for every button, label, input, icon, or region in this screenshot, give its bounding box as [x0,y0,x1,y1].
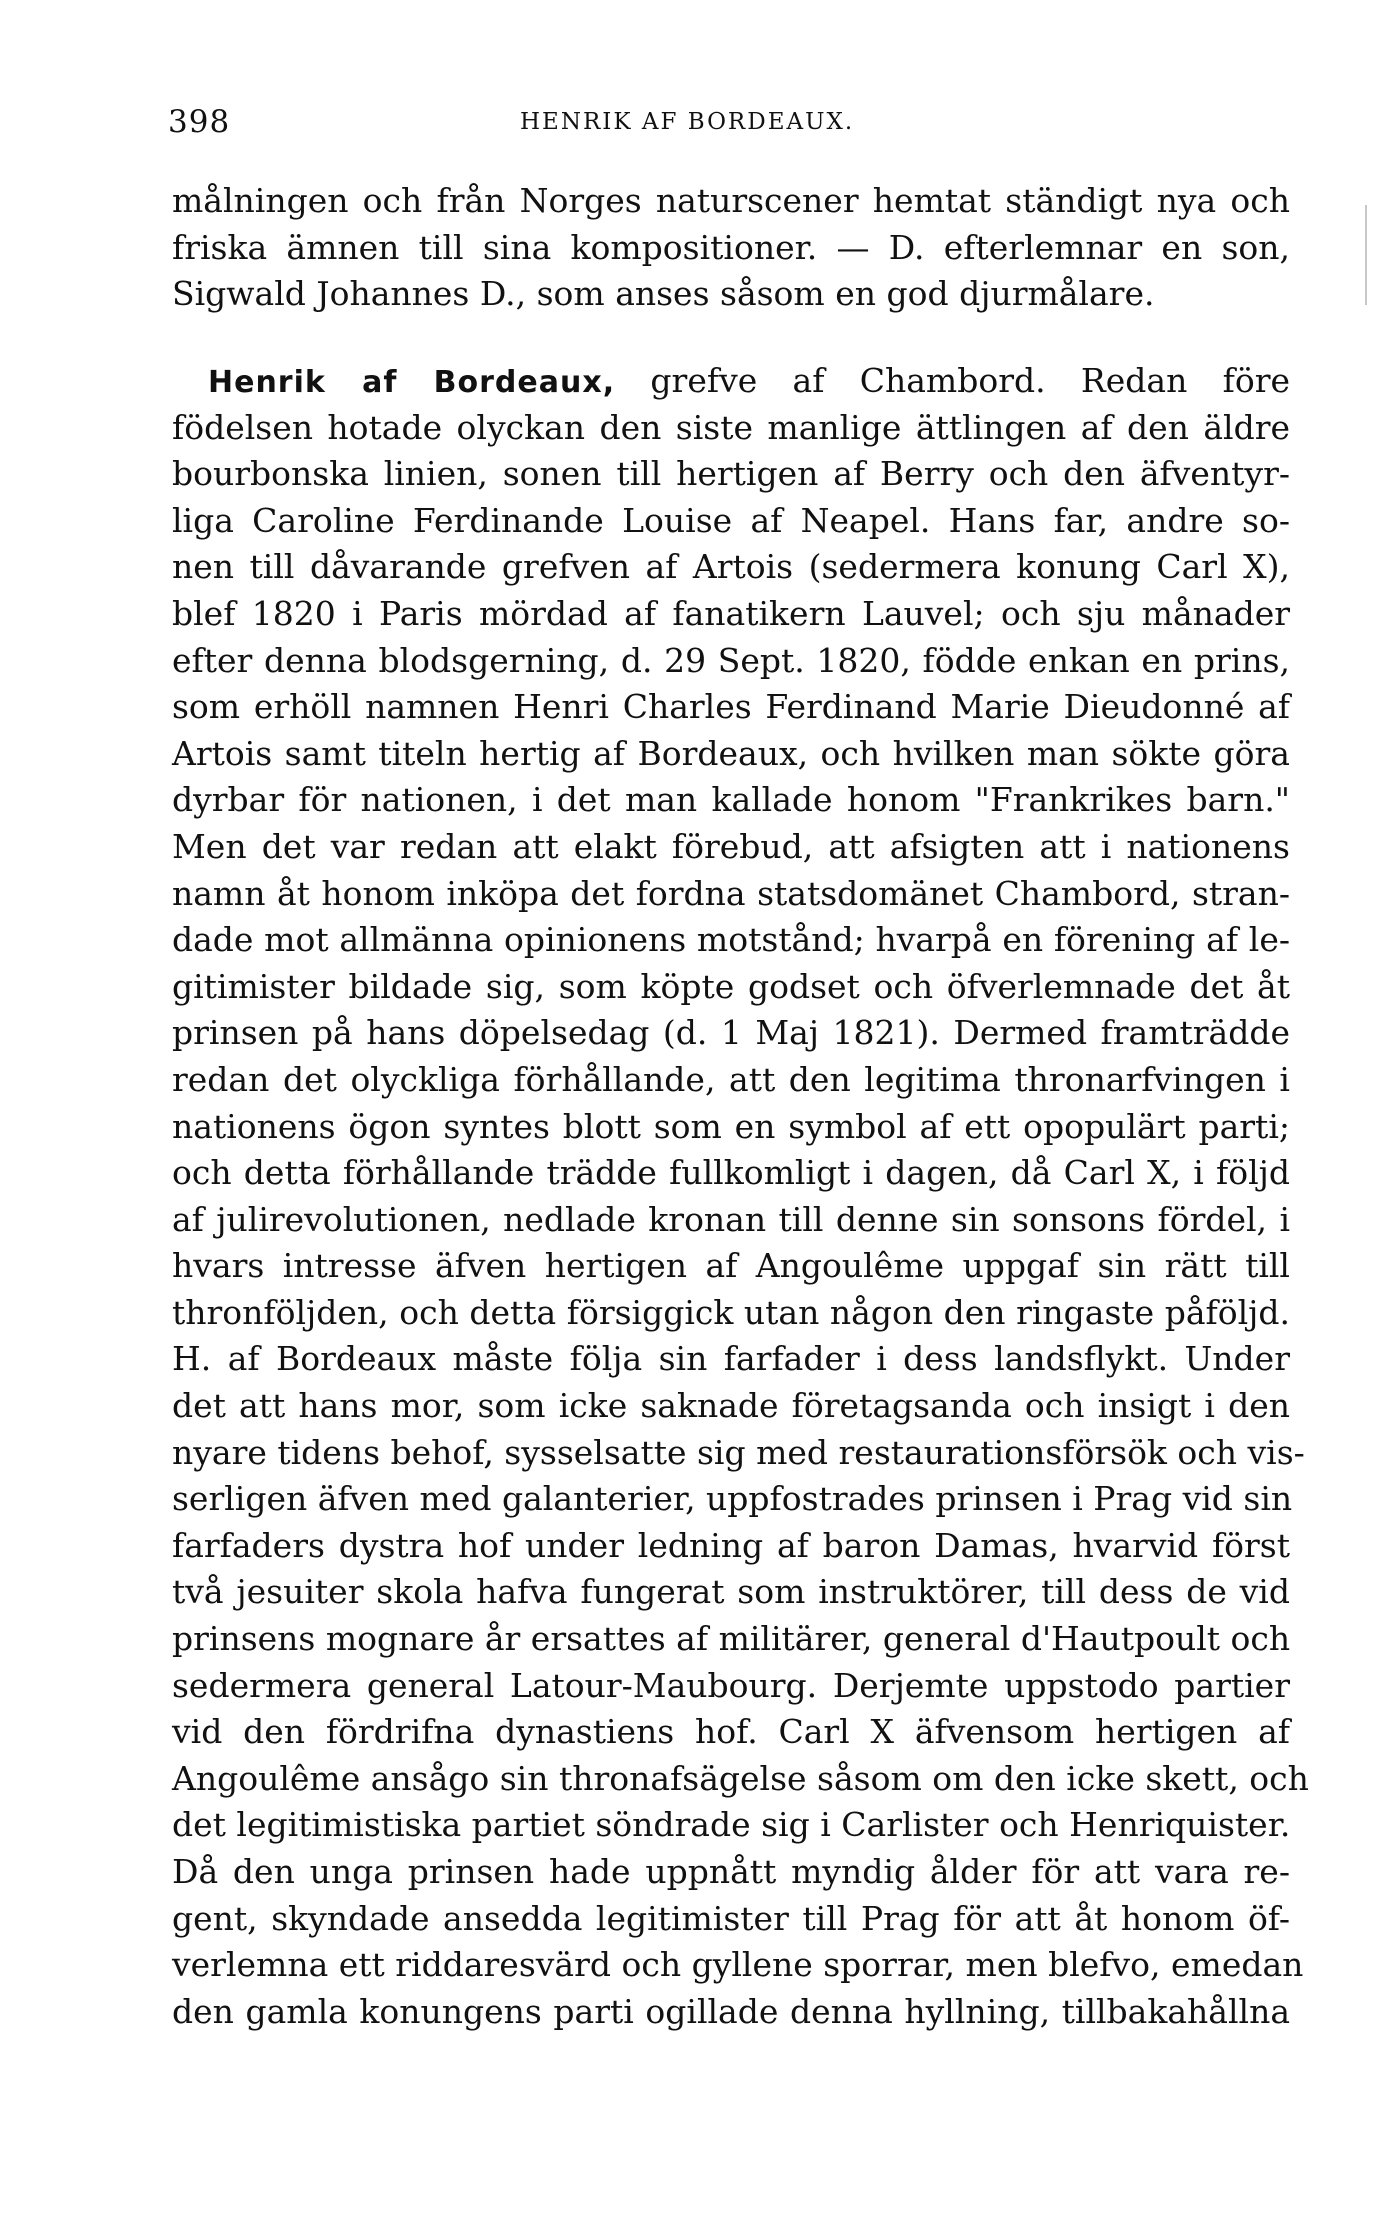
text-line: efter denna blodsgerning, d. 29 Sept. 1820, födde enkan en prins, [172,640,1290,680]
text-line: redan det olyckliga förhållande, att den legitima thronarfvingen i [172,1059,1290,1099]
text-line: två jesuiter skola hafva fungerat som instruktörer, till dess de vid [172,1572,1290,1612]
text-line: dade mot allmänna opinionens motstånd; hvarpå en förening af le- [172,920,1290,960]
text-line: liga Caroline Ferdinande Louise af Neapel. Hans far, andre so- [172,500,1290,540]
text-line: hvars intresse äfven hertigen af Angoulême uppgaf sin rätt till [172,1246,1290,1286]
text-line: det legitimistiska partiet söndrade sig i Carlister och Henriquister. [172,1805,1291,1845]
text-line: verlemna ett riddaresvärd och gyllene sporrar, men blefvo, emedan [172,1945,1304,1985]
text-line: gitimister bildade sig, som köpte godset och öfverlemnade det åt [172,966,1290,1006]
text-line: dyrbar för nationen, i det man kallade honom "Frankrikes barn." [172,780,1290,820]
text-line: bourbonska linien, sonen till hertigen af Berry och den äfventyr- [172,454,1290,494]
text-line: Sigwald Johannes D., som anses såsom en god djurmålare. [172,274,1155,314]
text-line: den gamla konungens parti ogillade denna hyllning, tillbakahållna [172,1991,1290,2031]
margin-mark [1365,205,1367,305]
text-line: friska ämnen till sina kompositioner. — D. efterlemnar en son, [172,227,1290,267]
text-line: blef 1820 i Paris mördad af fanatikern Lauvel; och sju månader [172,593,1290,633]
text-line: H. af Bordeaux måste följa sin farfader i dess landsflykt. Under [172,1339,1290,1379]
text-line: vid den fördrifna dynastiens hof. Carl X äfvensom hertigen af [172,1712,1290,1752]
entry-first-line [172,358,1290,405]
text-line: Angoulême ansågo sin thronafsägelse såsom om den icke skett, och [172,1758,1309,1798]
text-line: Då den unga prinsen hade uppnått myndig ålder för att vara re- [172,1852,1290,1891]
text-line: af julirevolutionen, nedlade kronan till denne sin sonsons fördel, i [172,1199,1290,1239]
text-line: födelsen hotade olyckan den siste manlige ättlingen af den äldre [172,407,1290,447]
text-line: Artois samt titeln hertig af Bordeaux, och hvilken man sökte göra [172,733,1290,773]
text-line: och detta förhållande trädde fullkomligt i dagen, då Carl X, i följd [172,1153,1290,1193]
text-line: sedermera general Latour-Maubourg. Derjemte uppstodo partier [172,1665,1290,1705]
text-line: gent, skyndade ansedda legitimister till Prag för att åt honom öf- [172,1898,1290,1938]
text-line: nationens ögon syntes blott som en symbol af ett opopulärt parti; [172,1106,1290,1146]
text-line: namn åt honom inköpa det fordna statsdomänet Chambord, stran- [172,873,1290,913]
text-line: thronföljden, och detta försiggick utan någon den ringaste påföljd. [172,1292,1290,1332]
entry-first-line-text: grefve af Chambord. Redan före [650,361,1291,400]
page-number: 398 [168,104,231,140]
running-title: HENRIK AF BORDEAUX. [520,109,855,135]
entry-headword: Henrik af Bordeaux, [208,365,616,400]
text-line: prinsen på hans döpelsedag (d. 1 Maj 1821). Dermed framträdde [172,1013,1290,1053]
text-line: som erhöll namnen Henri Charles Ferdinand Marie Dieudonné af [172,687,1290,727]
text-line: nyare tidens behof, sysselsatte sig med restaurationsförsök och vis- [172,1432,1305,1472]
text-line: nen till dåvarande grefven af Artois (sedermera konung Carl X), [172,547,1290,587]
text-line: Men det var redan att elakt förebud, att afsigten att i nationens [172,826,1290,866]
paragraph-continuation [172,178,1290,318]
text-line: målningen och från Norges naturscener hemtat ständigt nya och [172,181,1290,220]
entry-henrik-af-bordeaux [172,358,1309,2035]
text-line: farfaders dystra hof under ledning af baron Damas, hvarvid först [172,1525,1290,1565]
text-line: prinsens mognare år ersattes af militärer, general d'Hautpoult och [172,1619,1291,1659]
text-line: serligen äfven med galanterier, uppfostrades prinsen i Prag vid sin [172,1479,1293,1519]
text-line: det att hans mor, som icke saknade företagsanda och insigt i den [172,1386,1290,1426]
